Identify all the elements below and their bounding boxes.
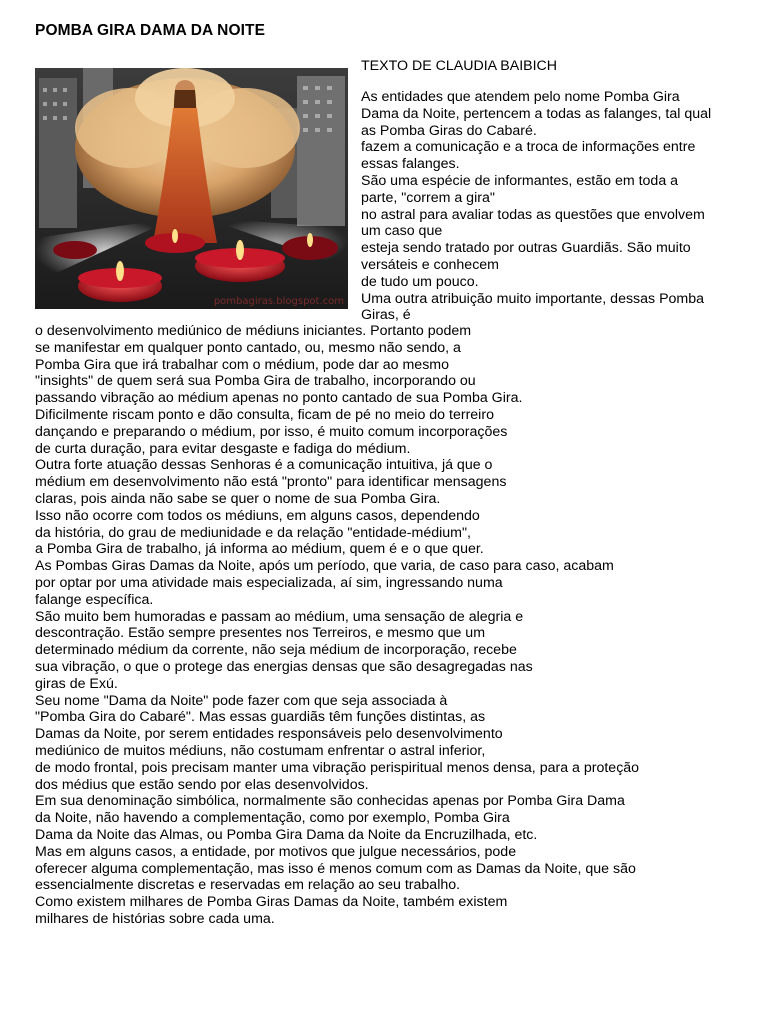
text-line: Seu nome "Dama da Noite" pode fazer com que seja associada à (35, 692, 448, 709)
text-line: sua vibração, o que o protege das energias densas que são desagregadas nas (35, 658, 533, 675)
text-line: da história, do grau de mediunidade e da relação "entidade-médium", (35, 524, 471, 541)
text-line: as Pomba Giras do Cabaré. (361, 122, 537, 139)
text-line: oferecer alguma complementação, mas isso é menos comum com as Damas da Noite, que são (35, 860, 636, 877)
text-line: da Noite, não havendo a complementação, como por exemplo, Pomba Gira (35, 810, 510, 827)
text-line: claras, pois ainda não sabe se quer o nome de sua Pomba Gira. (35, 490, 441, 507)
text-line: de curta duração, para evitar desgaste e fadiga do médium. (35, 440, 411, 457)
text-line: no astral para avaliar todas as questões que envolvem (361, 206, 705, 223)
text-line: São muito bem humoradas e passam ao médium, uma sensação de alegria e (35, 608, 524, 625)
text-line: determinado médium da corrente, não seja médium de incorporação, recebe (35, 642, 517, 659)
text-line: de tudo um pouco. (361, 273, 479, 290)
text-line: essencialmente discretas e reservadas em relação ao seu trabalho. (35, 877, 461, 894)
body-text (35, 323, 639, 928)
text-line: São uma espécie de informantes, estão em toda a (361, 172, 679, 189)
text-line: Pomba Gira que irá trabalhar com o médium, pode dar ao mesmo (35, 356, 450, 373)
text-line: milhares de histórias sobre cada uma. (35, 910, 275, 927)
text-line: Como existem milhares de Pomba Giras Damas da Noite, também existem (35, 894, 508, 911)
text-line: As entidades que atendem pelo nome Pomba Gira (361, 89, 680, 105)
text-line: Mas em alguns casos, a entidade, por motivos que julgue necessários, pode (35, 843, 517, 860)
text-line: esteja sendo tratado por outras Guardiãs. São muito (361, 240, 691, 257)
byline: TEXTO DE CLAUDIA BAIBICH (361, 58, 558, 74)
text-line: se manifestar em qualquer ponto cantado, ou, mesmo não sendo, a (35, 339, 461, 356)
text-line: versáteis e conhecem (361, 256, 500, 273)
text-line: médium em desenvolvimento não está "pronto" para identificar mensagens (35, 474, 507, 491)
text-line: o desenvolvimento mediúnico de médiuns iniciantes. Portanto podem (35, 323, 472, 339)
text-line: Outra forte atuação dessas Senhoras é a comunicação intuitiva, já que o (35, 457, 493, 474)
text-line: Isso não ocorre com todos os médiuns, em alguns casos, dependendo (35, 507, 480, 524)
text-line: dançando e preparando o médium, por isso, é muito comum incorporações (35, 423, 508, 440)
text-line: Giras, é (361, 307, 411, 324)
text-line: de modo frontal, pois precisam manter uma vibração perispiritual menos densa, para a proteção (35, 759, 640, 776)
text-line: "insights" de quem será sua Pomba Gira de trabalho, incorporando ou (35, 373, 476, 390)
side-text (361, 89, 711, 324)
text-line: parte, "correm a gira" (361, 189, 495, 206)
text-line: descontração. Estão sempre presentes nos Terreiros, e mesmo que um (35, 625, 486, 642)
text-line: Dama da Noite das Almas, ou Pomba Gira Dama da Noite da Encruzilhada, etc. (35, 826, 538, 843)
text-line: As Pombas Giras Damas da Noite, após um período, que varia, de caso para caso, acabam (35, 558, 614, 575)
text-line: giras de Exú. (35, 675, 118, 692)
image-credit: pombagiras.blogspot.com (213, 296, 344, 307)
text-line: mediúnico de muitos médiuns, não costumam enfrentar o astral inferior, (35, 742, 486, 759)
illustration-art (35, 68, 348, 309)
text-line: essas falanges. (361, 156, 460, 173)
text-line: falange específica. (35, 591, 154, 608)
text-line: Uma outra atribuição muito importante, dessas Pomba (361, 290, 705, 307)
text-line: Dama da Noite, pertencem a todas as falanges, tal qual (361, 105, 712, 122)
text-line: fazem a comunicação e a troca de informações entre (361, 139, 696, 156)
text-line: a Pomba Gira de trabalho, já informa ao médium, quem é e o que quer. (35, 541, 484, 558)
page-title: POMBA GIRA DAMA DA NOITE (35, 22, 266, 39)
text-line: dos médius que estão sendo por elas desenvolvidos. (35, 776, 369, 793)
text-line: passando vibração ao médium apenas no ponto cantado de sua Pomba Gira. (35, 390, 523, 407)
text-line: por optar por uma atividade mais especializada, aí sim, ingressando numa (35, 574, 503, 591)
text-line: Em sua denominação simbólica, normalmente são conhecidas apenas por Pomba Gira Dama (35, 793, 625, 810)
text-line: "Pomba Gira do Cabaré". Mas essas guardiãs têm funções distintas, as (35, 709, 486, 726)
text-line: um caso que (361, 223, 443, 240)
text-line: Damas da Noite, por serem entidades responsáveis pelo desenvolvimento (35, 726, 503, 743)
text-line: Dificilmente riscam ponto e dão consulta, ficam de pé no meio do terreiro (35, 406, 494, 423)
illustration-image (35, 68, 348, 309)
